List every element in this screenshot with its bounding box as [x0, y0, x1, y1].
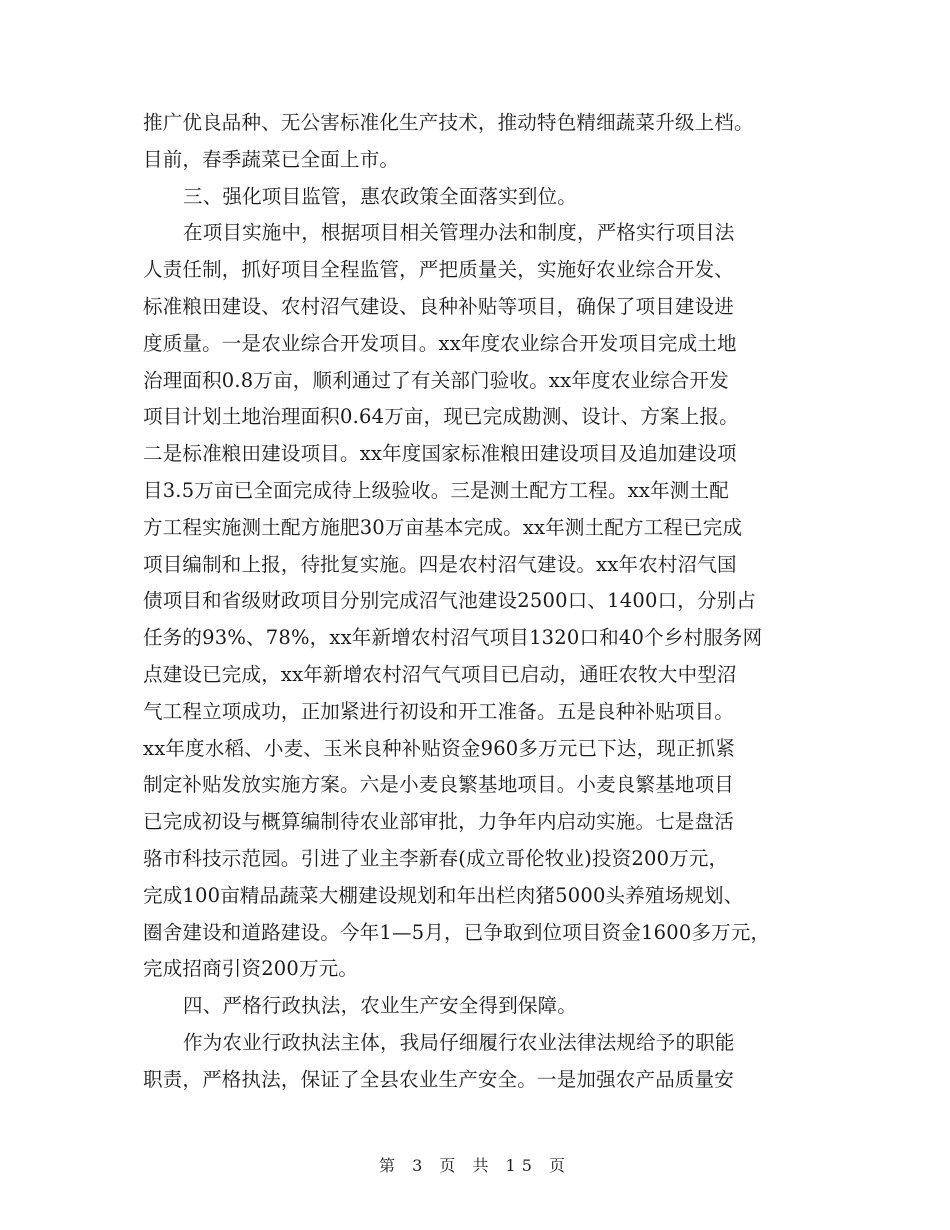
- text-line: 点建设已完成，xx年新增农村沼气气项目已启动，通旺农牧大中型沼: [143, 662, 737, 686]
- text-line: 骆市科技示范园。引进了业主李新春(成立哥伦牧业)投资200万元，: [143, 846, 729, 870]
- section-heading-4: 四、严格行政执法，农业生产安全得到保障。: [183, 994, 578, 1018]
- text-line: 债项目和省级财政项目分别完成沼气池建设2500口、1400口，分别占: [143, 589, 757, 613]
- text-line: 项目计划土地治理面积0.64万亩，现已完成勘测、设计、方案上报。: [143, 405, 739, 429]
- page-number-footer: 第 3 页 共 15 页: [379, 1156, 571, 1175]
- text-line: 完成100亩精品蔬菜大棚建设规划和年出栏肉猪5000头养殖场规划、: [143, 883, 744, 907]
- text-line: 项目编制和上报，待批复实施。四是农村沼气建设。xx年农村沼气国: [143, 552, 737, 576]
- section-heading-3: 三、强化项目监管，惠农政策全面落实到位。: [183, 184, 578, 208]
- text-line: 目3.5万亩已全面完成待上级验收。三是测土配方工程。xx年测土配: [143, 478, 729, 502]
- text-line: 方工程实施测土配方施肥30万亩基本完成。xx年测土配方工程已完成: [143, 515, 743, 539]
- text-line: xx年度水稻、小麦、玉米良种补贴资金960多万元已下达，现正抓紧: [143, 736, 736, 760]
- text-line: 已完成初设与概算编制待农业部审批，力争年内启动实施。七是盘活: [143, 810, 735, 834]
- text-line: 职责，严格执法，保证了全县农业生产安全。一是加强农产品质量安: [143, 1067, 735, 1091]
- text-line: 度质量。一是农业综合开发项目。xx年度农业综合开发项目完成土地: [143, 331, 737, 355]
- text-line: 完成招商引资200万元。: [143, 957, 359, 981]
- text-line: 标准粮田建设、农村沼气建设、良种补贴等项目，确保了项目建设进: [143, 294, 735, 318]
- document-body: [143, 105, 843, 1099]
- text-line: 气工程立项成功，正加紧进行初设和开工准备。五是良种补贴项目。: [143, 699, 735, 723]
- text-line: 目前，春季蔬菜已全面上市。: [143, 147, 400, 171]
- text-line: 人责任制，抓好项目全程监管，严把质量关，实施好农业综合开发、: [143, 258, 735, 282]
- text-line: 制定补贴发放实施方案。六是小麦良繁基地项目。小麦良繁基地项目: [143, 773, 735, 797]
- text-line: 作为农业行政执法主体，我局仔细履行农业法律法规给予的职能: [183, 1030, 735, 1054]
- text-line: 在项目实施中，根据项目相关管理办法和制度，严格实行项目法: [183, 221, 735, 245]
- text-line: 圈舍建设和道路建设。今年1—5月，已争取到位项目资金1600多万元，: [143, 920, 771, 944]
- text-line: 治理面积0.8万亩，顺利通过了有关部门验收。xx年度农业综合开发: [143, 368, 729, 392]
- text-line: 任务的93%、78%，xx年新增农村沼气项目1320口和40个乡村服务网: [143, 626, 763, 650]
- text-line: 二是标准粮田建设项目。xx年度国家标准粮田建设项目及追加建设项: [143, 442, 737, 466]
- text-line: 推广优良品种、无公害标准化生产技术，推动特色精细蔬菜升级上档。: [143, 111, 754, 134]
